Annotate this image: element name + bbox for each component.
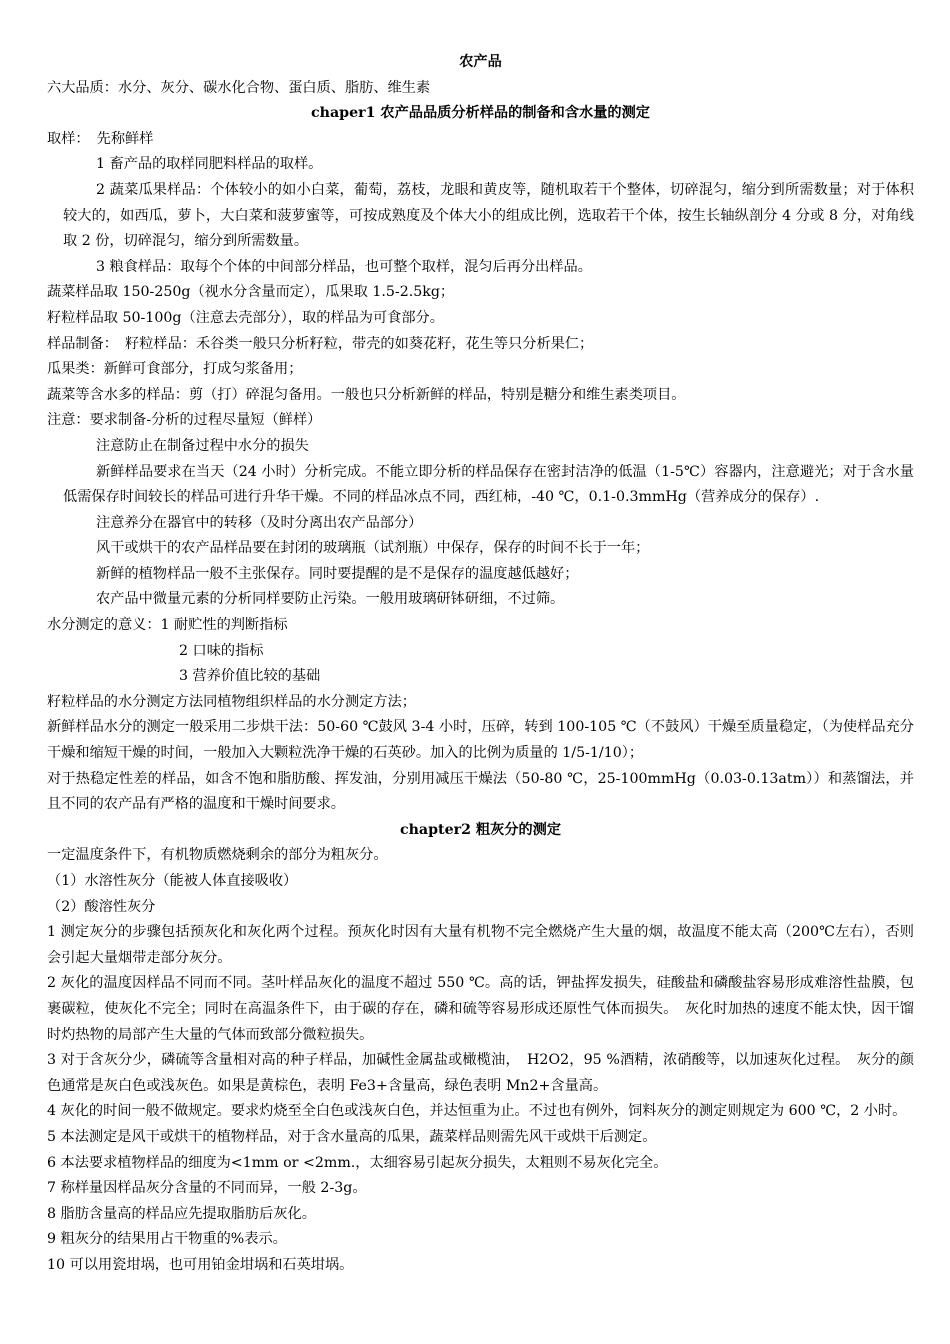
paragraph: 1 畜产品的取样同肥料样品的取样。 bbox=[96, 156, 323, 173]
document-title: 农产品 bbox=[459, 54, 502, 70]
paragraph: 蔬菜等含水多的样品：剪（打）碎混匀备用。一般也只分析新鲜的样品，特别是糖分和维生素类项目。 bbox=[47, 386, 686, 403]
paragraph: 蔬菜样品取 150-250g（视水分含量而定），瓜果取 1.5-2.5kg； bbox=[47, 284, 455, 301]
paragraph: 1 测定灰分的步骤包括预灰化和灰化两个过程。预灰化时因有大量有机物不完全燃烧产生大量的烟，故温度不能太高（200℃左右），否则会引起大量烟带走部分灰分。 bbox=[47, 924, 914, 966]
paragraph: 注意：要求制备-分析的过程尽量短（鲜样） bbox=[47, 412, 322, 429]
paragraph: 3 对于含灰分少，磷硫等含量相对高的种子样品，加碱性金属盐或橄榄油， H2O2，95 %酒精，浓硝酸等，以加速灰化过程。 灰分的颜色通常是灰白色或浅灰色。如果是黄棕色，表明 Fe3+含量高，绿色表明 Mn2+含量高。 bbox=[47, 1052, 914, 1094]
paragraph: 2 灰化的温度因样品不同而不同。茎叶样品灰化的温度不超过 550 ℃。高的话，钾盐挥发损失，硅酸盐和磷酸盐容易形成难溶性盐膜，包裹碳粒，使灰化不完全；同时在高温条件下，由于碳的存在，磷和硫等容易形成还原性气体而损失。 灰化时加热的速度不能太快，因干馏时灼热物的局部产生大量的气体而致部分微粒损失。 bbox=[47, 975, 914, 1043]
paragraph: 2 蔬菜瓜果样品：个体较小的如小白菜，葡萄，荔枝，龙眼和黄皮等，随机取若干个整体，切碎混匀，缩分到所需数量；对于体积较大的，如西瓜，萝卜，大白菜和菠萝蜜等，可按成熟度及个体大小的组成比例，选取若干个体，按生长轴纵剖分 4 分或 8 分，对角线取 2 份，切碎混匀，缩分到所需数量。 bbox=[63, 181, 914, 250]
paragraph: 对于热稳定性差的样品，如含不饱和脂肪酸、挥发油，分别用减压干燥法（50-80 ℃，25-100mmHg（0.03-0.13atm））和蒸馏法，并且不同的农产品有严格的温度和干燥时间要求。 bbox=[47, 770, 914, 813]
paragraph: 取样： 先称鲜样 bbox=[47, 130, 154, 147]
paragraph: 9 粗灰分的结果用占干物重的%表示。 bbox=[47, 1231, 287, 1248]
paragraph: 5 本法测定是风干或烘干的植物样品，对于含水量高的瓜果，蔬菜样品则需先风干或烘干后测定。 bbox=[47, 1128, 657, 1145]
paragraph: 3 粮食样品：取每个个体的中间部分样品，也可整个取样，混匀后再分出样品。 bbox=[96, 258, 592, 275]
paragraph: 8 脂肪含量高的样品应先提取脂肪后灰化。 bbox=[47, 1205, 316, 1222]
paragraph: 4 灰化的时间一般不做规定。要求灼烧至全白色或浅灰白色，并达恒重为止。不过也有例外，饲料灰分的测定则规定为 600 ℃，2 小时。 bbox=[47, 1103, 907, 1120]
chapter1-heading: chaper1 农产品品质分析样品的制备和含水量的测定 bbox=[311, 105, 650, 122]
paragraph: 瓜果类：新鲜可食部分，打成匀浆备用； bbox=[47, 361, 303, 378]
paragraph: 7 称样量因样品灰分含量的不同而异，一般 2-3g。 bbox=[47, 1180, 367, 1197]
chapter2-heading: chapter2 粗灰分的测定 bbox=[399, 821, 562, 838]
paragraph: 籽粒样品取 50-100g（注意去壳部分），取的样品为可食部分。 bbox=[47, 309, 444, 326]
paragraph: 样品制备： 籽粒样品：禾谷类一般只分析籽粒，带壳的如葵花籽，花生等只分析果仁； bbox=[47, 335, 594, 352]
paragraph: 水分测定的意义：1 耐贮性的判断指标 bbox=[47, 617, 288, 634]
paragraph: （2）酸溶性灰分 bbox=[47, 898, 156, 915]
paragraph: 一定温度条件下，有机物质燃烧剩余的部分为粗灰分。 bbox=[47, 847, 388, 864]
paragraph: 6 本法要求植物样品的细度为<1mm or <2mm.，太细容易引起灰分损失，太粗则不易灰化完全。 bbox=[47, 1154, 668, 1171]
paragraph: 风干或烘干的农产品样品要在封闭的玻璃瓶（试剂瓶）中保存，保存的时间不长于一年； bbox=[96, 540, 650, 557]
paragraph: 注意防止在制备过程中水分的损失 bbox=[96, 437, 309, 454]
paragraph: 10 可以用瓷坩埚，也可用铂金坩埚和石英坩埚。 bbox=[47, 1256, 354, 1273]
paragraph: 籽粒样品的水分测定方法同植物组织样品的水分测定方法； bbox=[47, 693, 416, 710]
paragraph: 新鲜样品要求在当天（24 小时）分析完成。不能立即分析的样品保存在密封洁净的低温（1-5℃）容器内，注意避光；对于含水量低需保存时间较长的样品可进行升华干燥。不同的样品冰点不同，西红柿，-40 ℃，0.1-0.3mmHg（营养成分的保存）. bbox=[63, 463, 914, 506]
paragraph: 注意养分在器官中的转移（及时分离出农产品部分） bbox=[96, 514, 423, 531]
paragraph: 3 营养价值比较的基础 bbox=[179, 668, 321, 685]
paragraph: 新鲜样品水分的测定一般采用二步烘干法：50-60 ℃鼓风 3-4 小时，压碎，转到 100-105 ℃（不鼓风）干燥至质量稳定，（为使样品充分干燥和缩短干燥的时间，一般加入大颗粒洗净干燥的石英砂。加入的比例为质量的 1/5-1/10）； bbox=[47, 719, 914, 762]
quality-list: 六大品质：水分、灰分、碳水化合物、蛋白质、脂肪、维生素 bbox=[47, 79, 431, 96]
paragraph: 农产品中微量元素的分析同样要防止污染。一般用玻璃研钵研细，不过筛。 bbox=[96, 591, 565, 608]
paragraph: 新鲜的植物样品一般不主张保存。同时要提醒的是不是保存的温度越低越好； bbox=[96, 565, 579, 582]
paragraph: （1）水溶性灰分（能被人体直接吸收） bbox=[47, 873, 298, 889]
paragraph: 2 口味的指标 bbox=[179, 642, 264, 659]
